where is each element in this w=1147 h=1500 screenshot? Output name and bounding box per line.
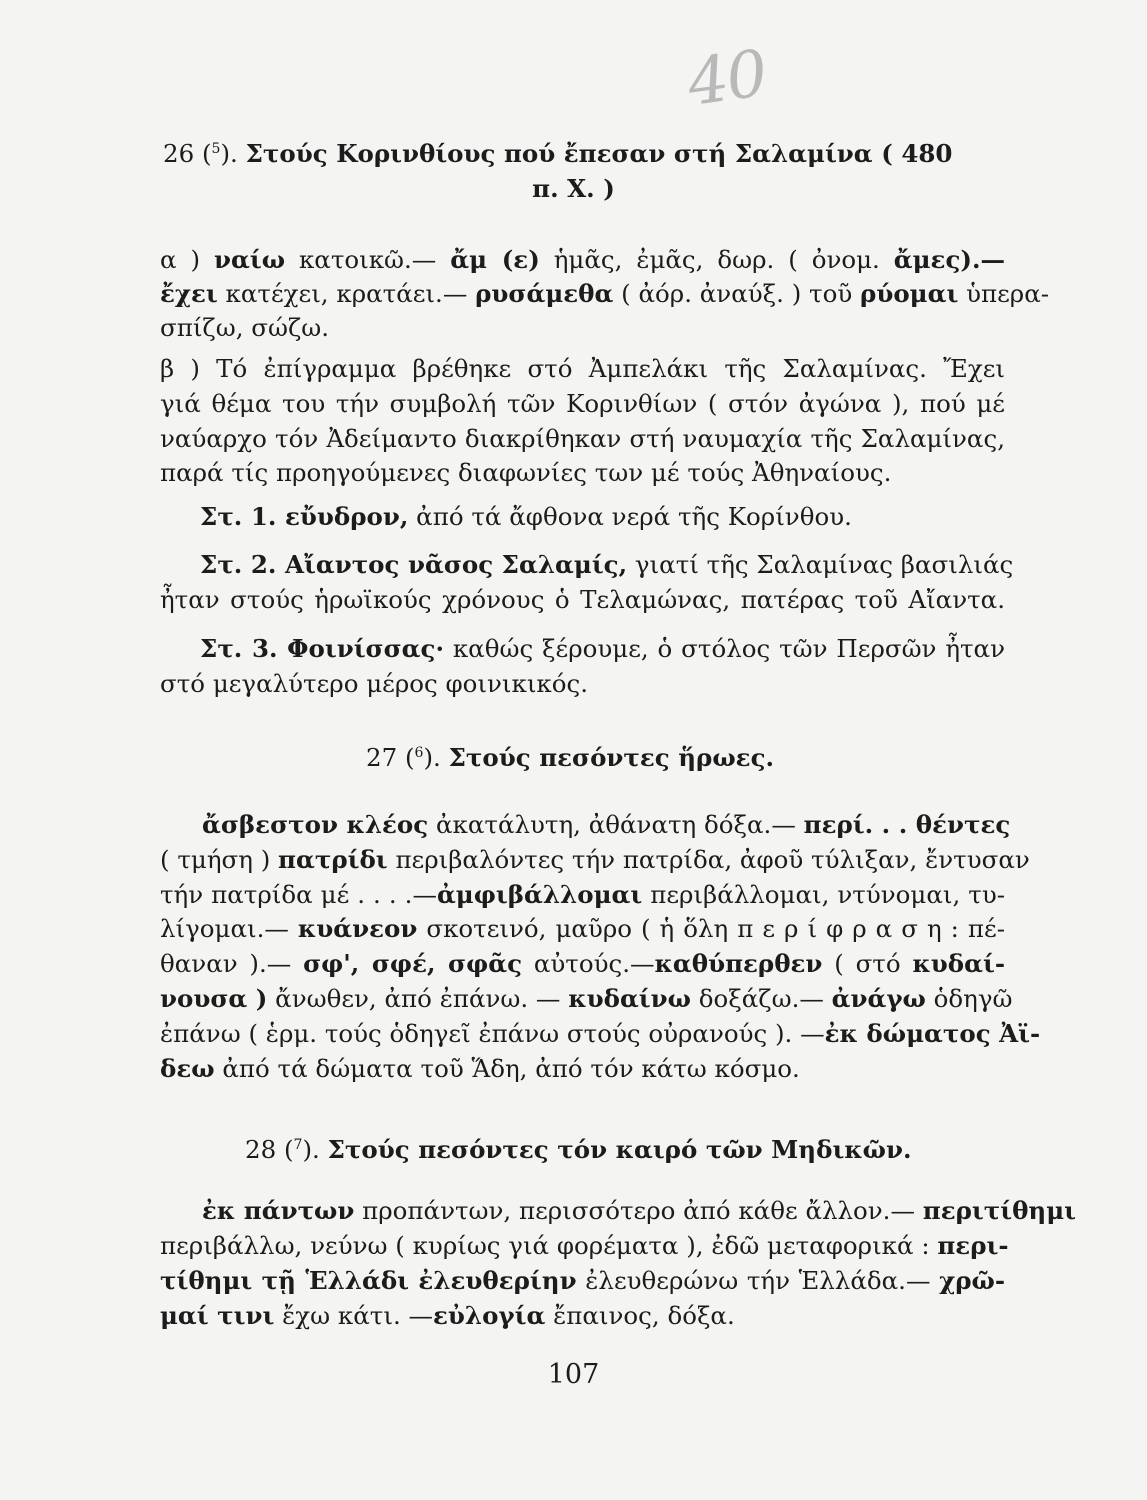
poem-26-heading-cont: π. Χ. ) bbox=[532, 174, 615, 203]
text-line: α ) ναίω κατοικῶ.— ἄμ (ε) ἡμᾶς, ἐμᾶς, δωρ. ( ὀνομ. ἄμες).— bbox=[160, 245, 1005, 274]
text-line: ναύαρχο τόν Ἀδείμαντο διακρίθηκαν στή ναυμαχία τῆς Σαλαμίνας, bbox=[160, 424, 1005, 453]
text-line: θαναν ).— σφ', σφέ, σφᾶς αὐτούς.—καθύπερθεν ( στό κυδαί- bbox=[160, 949, 1005, 978]
text-line: ἦταν στούς ἡρωϊκούς χρόνους ὁ Τελαμώνας, πατέρας τοῦ Αἴαντα. bbox=[160, 585, 1005, 614]
text-line: ἔχει κατέχει, κρατάει.— ρυσάμεθα ( ἀόρ. ἀναύξ. ) τοῦ ρύομαι ὑπερα- bbox=[160, 279, 1050, 308]
text-line: ( τμήση ) πατρίδι περιβαλόντες τήν πατρίδα, ἀφοῦ τύλιξαν, ἔντυσαν bbox=[160, 845, 1030, 874]
text-line: ἄσβεστον κλέος ἀκατάλυτη, ἀθάνατη δόξα.— περί. . . θέντες bbox=[202, 810, 1011, 839]
text-line: σπίζω, σώζω. bbox=[160, 313, 330, 342]
text-line: τίθημι τῇ Ἑλλάδι ἐλευθερίην ἐλευθερώνω τήν Ἑλλάδα.— χρῶ- bbox=[160, 1266, 1006, 1295]
text-line: μαί τινι ἔχω κάτι. —εὐλογία ἔπαινος, δόξα. bbox=[160, 1301, 735, 1330]
text-line: ἐκ πάντων προπάντων, περισσότερο ἀπό κάθε ἄλλον.— περιτίθημι bbox=[202, 1196, 1077, 1225]
verse-note-2: Στ. 2. Αἴαντος νᾶσος Σαλαμίς, γιατί τῆς Σαλαμίνας βασιλιάς bbox=[200, 550, 1014, 579]
text-line: β ) Τό ἐπίγραμμα βρέθηκε στό Ἀμπελάκι τῆς Σαλαμίνας. Ἔχει bbox=[160, 354, 1005, 383]
poem-27-heading: 27 ($^6$). Στούς πεσόντες ἥρωες. bbox=[366, 743, 775, 773]
text-line: περιβάλλω, νεύνω ( κυρίως γιά φορέματα ), ἐδῶ μεταφορικά : περι- bbox=[160, 1231, 1009, 1260]
text-line: ἐπάνω ( ἑρμ. τούς ὁδηγεῖ ἐπάνω στούς οὐρανούς ). —ἐκ δώματος Ἀϊ- bbox=[160, 1019, 1041, 1048]
text-line: παρά τίς προηγούμενες διαφωνίες των μέ τούς Ἀθηναίους. bbox=[160, 458, 892, 487]
text-line: δεω ἀπό τά δώματα τοῦ Ἅδη, ἀπό τόν κάτω κόσμο. bbox=[160, 1054, 800, 1083]
text-line: λίγομαι.— κυάνεον σκοτεινό, μαῦρο ( ἡ ὅλη π ε ρ ί φ ρ α σ η : πέ- bbox=[160, 914, 1005, 943]
page-number: 107 bbox=[547, 1359, 600, 1390]
poem-28-heading: 28 ($^7$). Στούς πεσόντες τόν καιρό τῶν Μηδικῶν. bbox=[245, 1135, 912, 1165]
text-line: τήν πατρίδα μέ . . . .—ἀμφιβάλλομαι περιβάλλομαι, ντύνομαι, τυ- bbox=[160, 880, 1005, 909]
text-line: νουσα ) ἄνωθεν, ἀπό ἐπάνω. — κυδαίνω δοξάζω.— ἀνάγω ὁδηγῶ bbox=[160, 984, 1013, 1013]
poem-26-heading: 26 ($^5$). Στούς Κορινθίους πού ἔπεσαν στή Σαλαμίνα ( 480 bbox=[163, 139, 953, 169]
text-line: στό μεγαλύτερο μέρος φοινικικός. bbox=[160, 669, 589, 698]
pencil-page-mark: 40 bbox=[683, 36, 771, 122]
verse-note-1: Στ. 1. εὔυδρον, ἀπό τά ἄφθονα νερά τῆς Κορίνθου. bbox=[200, 502, 852, 531]
verse-note-3: Στ. 3. Φοινίσσας· καθώς ξέρουμε, ὁ στόλος τῶν Περσῶν ἦταν bbox=[200, 634, 1005, 663]
text-line: γιά θέμα του τήν συμβολή τῶν Κορινθίων ( στόν ἀγώνα ), πού μέ bbox=[160, 389, 1005, 418]
